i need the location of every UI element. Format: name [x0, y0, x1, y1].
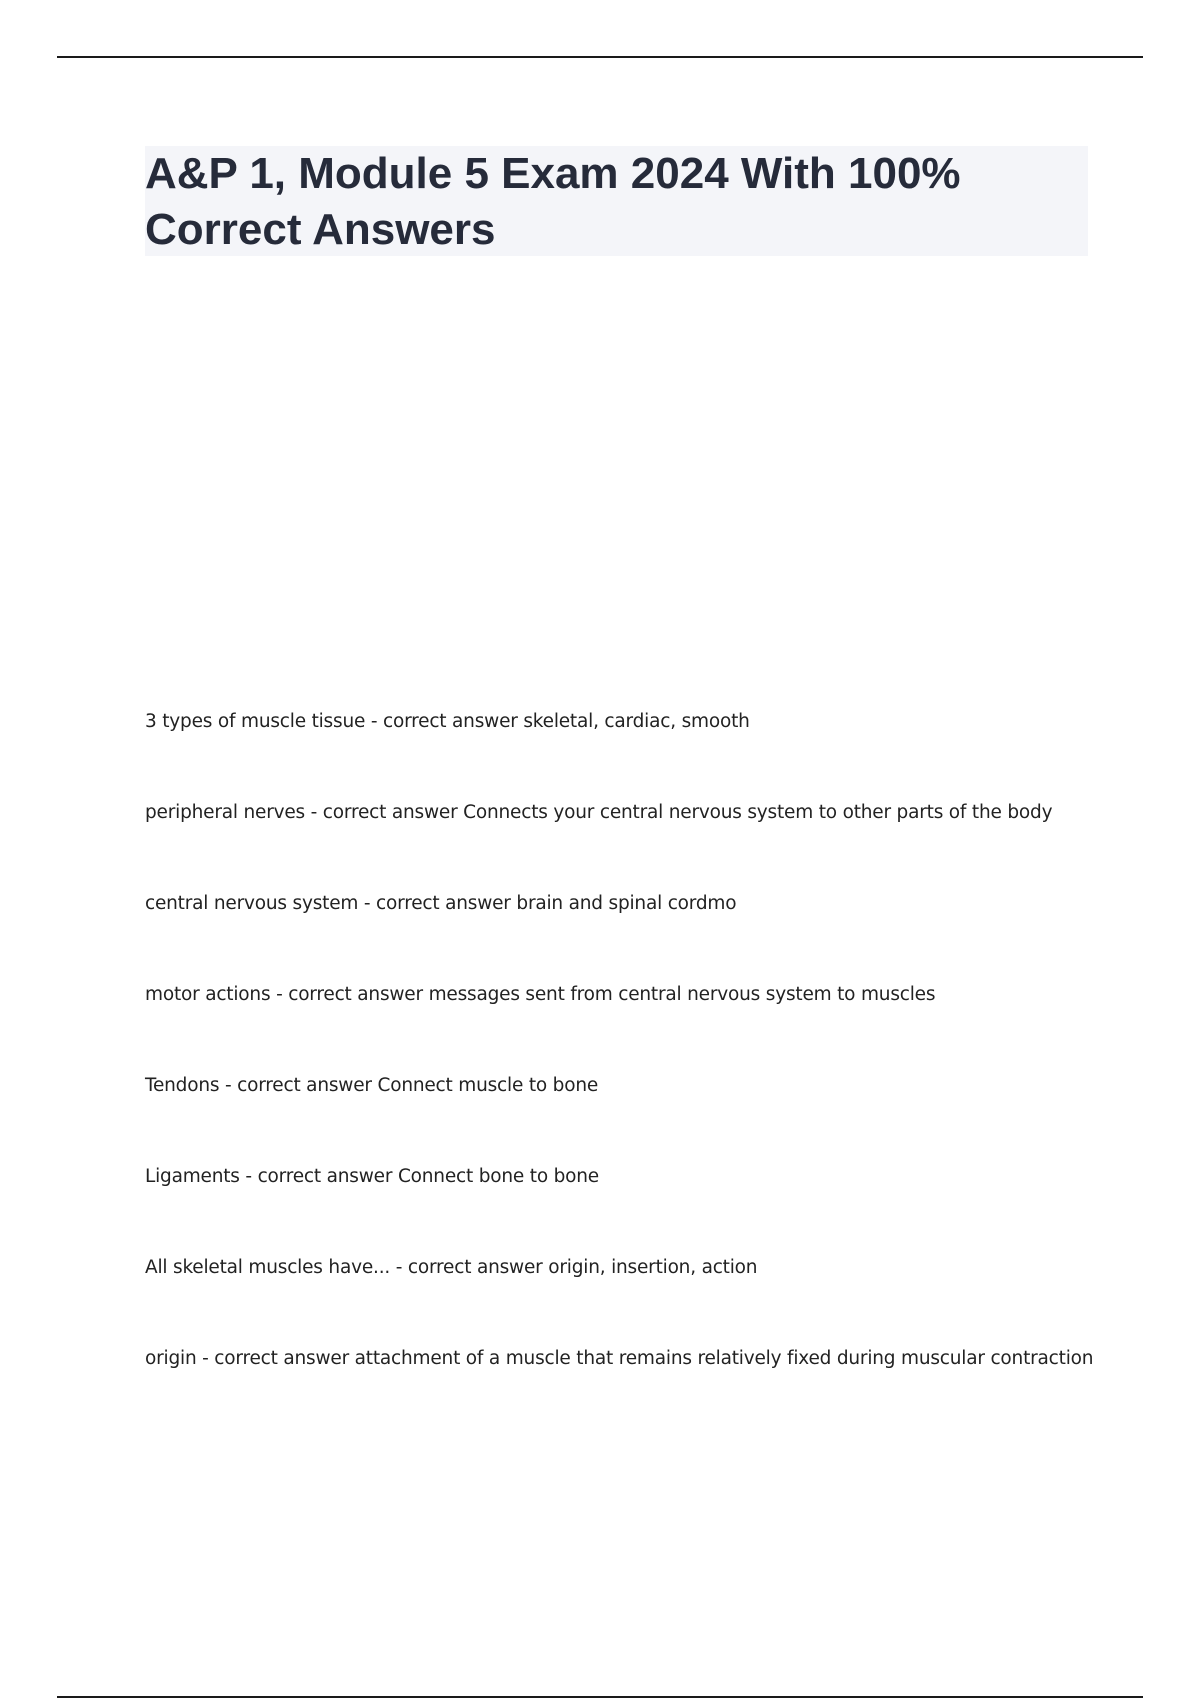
qa-item: central nervous system - correct answer brain and spinal cordmo — [145, 893, 737, 914]
qa-item: All skeletal muscles have... - correct answer origin, insertion, action — [145, 1257, 758, 1278]
qa-item: peripheral nerves - correct answer Connects your central nervous system to other parts of the body — [145, 802, 1053, 823]
top-rule — [57, 56, 1143, 58]
qa-item: Tendons - correct answer Connect muscle to bone — [145, 1075, 599, 1096]
qa-item: motor actions - correct answer messages sent from central nervous system to muscles — [145, 984, 936, 1005]
qa-item: origin - correct answer attachment of a muscle that remains relatively fixed during muscular contraction — [145, 1348, 1094, 1369]
qa-item: 3 types of muscle tissue - correct answer skeletal, cardiac, smooth — [145, 711, 750, 732]
document-title: A&P 1, Module 5 Exam 2024 With 100% Correct Answers — [145, 149, 961, 254]
qa-item: Ligaments - correct answer Connect bone to bone — [145, 1166, 599, 1187]
title-banner — [145, 146, 1088, 256]
qa-list — [145, 709, 1105, 1437]
bottom-rule — [57, 1696, 1143, 1698]
